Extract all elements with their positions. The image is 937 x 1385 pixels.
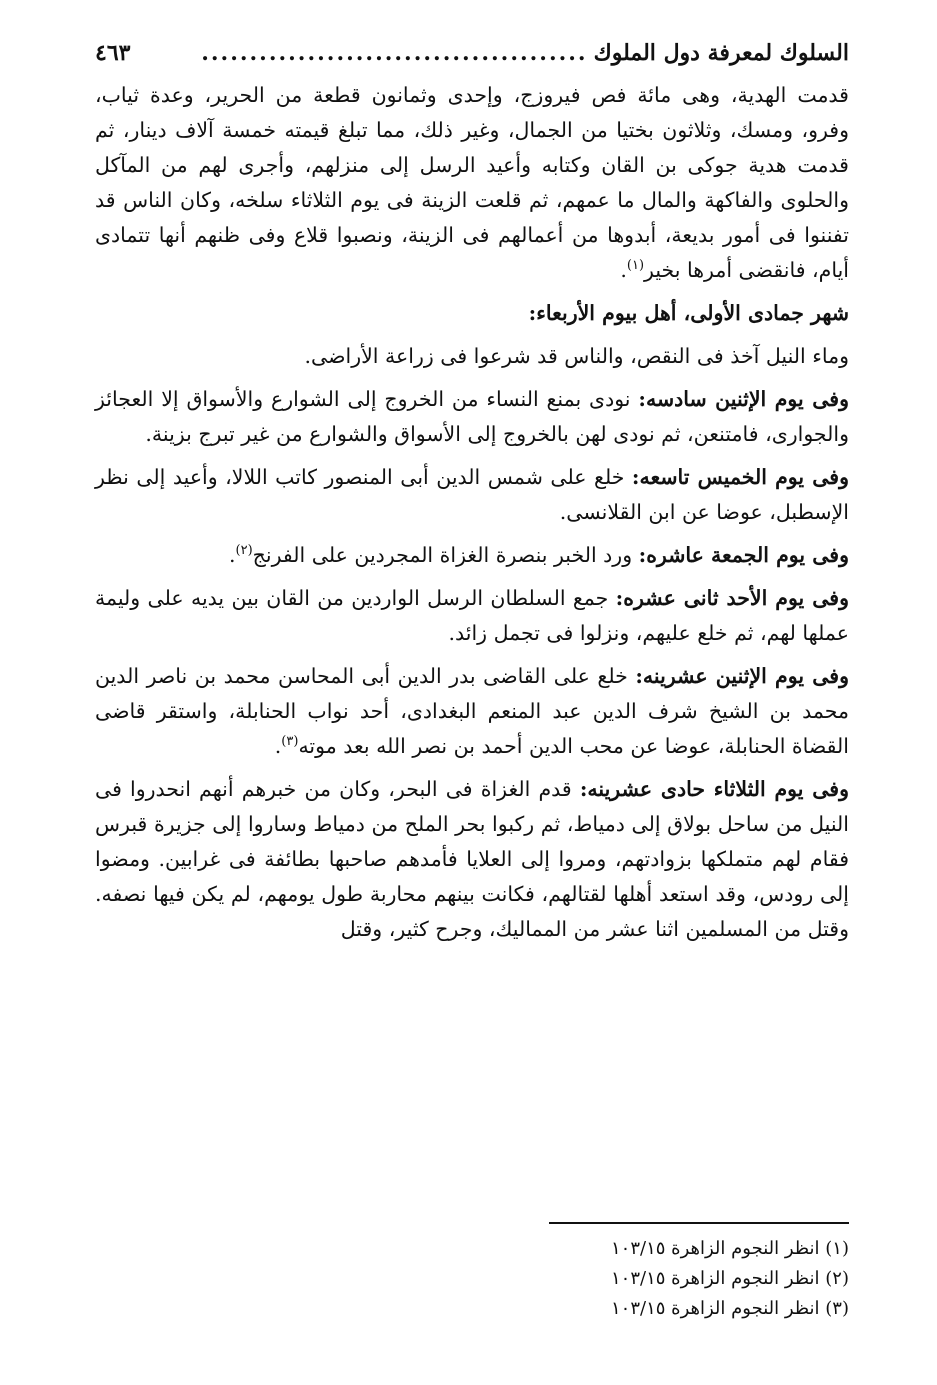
paragraph: وفى يوم الإثنين عشرينه: خلع على القاضى بدر الدين أبى المحاسن محمد بن ناصر الدين محمد بن الشيخ شرف الدين عبد المنعم البغدادى، أحد نواب الحنابلة، واستقر قاضى القضاة الحنابلة، عوضا عن محب الدين أحمد بن نصر الله بعد موته$^{(٣)}$. [95, 664, 849, 758]
paragraph: وفى يوم الخميس تاسعه: خلع على شمس الدين أبى المنصور كاتب اللالا، وأعيد إلى نظر الإسطبل، عوضا عن ابن القلانسى. [95, 465, 850, 524]
paragraph: وماء النيل آخذ فى النقص، والناس قد شرعوا فى زراعة الأراضى. [304, 344, 849, 368]
footnote-divider [549, 1222, 849, 1224]
header-dots: ........................................ [201, 40, 588, 66]
footnote-ref: (٢) [235, 543, 253, 559]
page-number: ٤٦٣ [95, 40, 131, 66]
footnotes [549, 1222, 849, 1324]
footnote-ref: (٣) [281, 734, 299, 750]
body-text [95, 78, 849, 947]
footnote: (٢) انظر النجوم الزاهرة ١٠٣/١٥ [611, 1268, 849, 1289]
footnote: (١) انظر النجوم الزاهرة ١٠٣/١٥ [611, 1238, 849, 1259]
paragraph: وفى يوم الجمعة عاشره: ورد الخبر بنصرة الغزاة المجردين على الفرنج$^{(٢)}$. [228, 543, 849, 567]
book-title: السلوك لمعرفة دول الملوك [593, 40, 849, 66]
running-header [95, 38, 849, 78]
month-heading: شهر جمادى الأولى، أهل بيوم الأربعاء: [528, 301, 849, 325]
paragraph: وفى يوم الأحد ثانى عشره: جمع السلطان الرسل الواردين من القان بين يديه على وليمة عملها لهم، ثم خلع عليهم، ونزلوا فى تجمل زائد. [95, 586, 850, 645]
paragraph: وفى يوم الإثنين سادسه: نودى بمنع النساء من الخروج إلى الشوارع والأسواق إلا العجائز والجوارى، فامتنعن، ثم نودى لهن بالخروج إلى الأسواق والشوارع من غير تبرج بزينة. [95, 387, 849, 446]
paragraph: وفى يوم الثلاثاء حادى عشرينه: قدم الغزاة فى البحر، وكان من خبرهم أنهم انحدروا فى النيل من ساحل بولاق إلى دمياط، ثم ركبوا بحر الملح من دمياط وساروا إلى جزيرة قبرس فقام لهم متملكها بزوادتهم، ومروا إلى العلايا فأمدهم صاحبها بطائفة فى غرابين. ومضوا إلى رودس، وقد استعد أهلها لقتالهم، فكانت بينهم محاربة طول يومهم، لم يكن فيها نصفه. وقتل من المسلمين اثنا عشر من المماليك، وجرح كثير، وقتل [95, 777, 850, 941]
footnote: (٣) انظر النجوم الزاهرة ١٠٣/١٥ [611, 1298, 849, 1319]
footnote-ref: (١) [626, 258, 645, 274]
paragraph: قدمت الهدية، وهى مائة فص فيروزج، وإحدى وثمانون قطعة من الحرير، وعدة ثياب، وفرو، ومسك، وثلاثون بختيا من الجمال، وغير ذلك، مما تبلغ قيمته خمسة آلاف دينار، ثم قدمت هدية جوكى بن القان وكتابه وأعيد الرسل إلى منزلهم، وأجرى لهم من المآكل والحلوى والفاكهة والمال ما عمهم، ثم قلعت الزينة فى يوم الثلاثاء سلخه، وكان الناس قد تفننوا فى أمور بديعة، أبدوها من أعمالهم فى الزينة، ونصبوا قلاع وفى ظنهم أنها تتمادى أيام، فانقضى أمرها بخير$^{(١)}$. [95, 83, 849, 282]
